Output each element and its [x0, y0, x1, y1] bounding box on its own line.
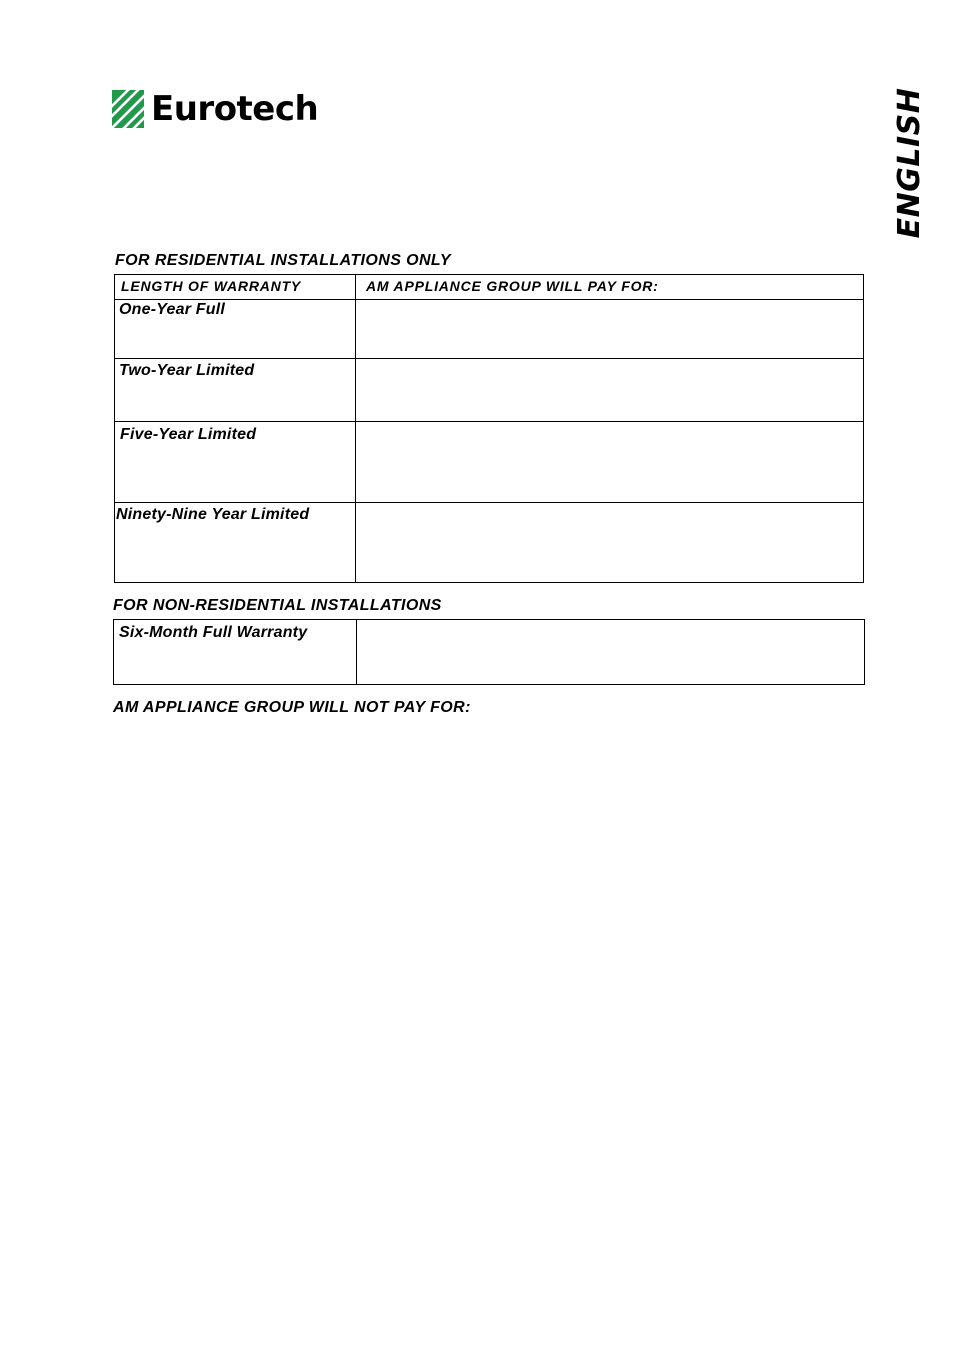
table-header-row	[115, 275, 864, 300]
residential-heading: FOR RESIDENTIAL INSTALLATIONS ONLY	[115, 252, 451, 269]
column-header-coverage: AM APPLIANCE GROUP WILL PAY FOR:	[356, 275, 864, 300]
warranty-term: Five-Year Limited	[115, 422, 356, 503]
warranty-coverage	[356, 422, 864, 503]
table-row	[115, 300, 864, 359]
table-row	[115, 503, 864, 583]
warranty-term: Ninety-Nine Year Limited	[115, 503, 356, 583]
non-residential-heading: FOR NON-RESIDENTIAL INSTALLATIONS	[113, 597, 442, 614]
non-residential-warranty-table	[113, 619, 865, 685]
eurotech-logo-icon	[112, 90, 144, 128]
warranty-term: Six-Month Full Warranty	[114, 620, 357, 685]
warranty-term: One-Year Full	[115, 300, 356, 359]
warranty-term: Two-Year Limited	[115, 359, 356, 422]
warranty-coverage	[356, 359, 864, 422]
warranty-coverage	[357, 620, 865, 685]
table-row	[115, 359, 864, 422]
brand-name: Eurotech	[151, 89, 319, 129]
table-row	[115, 422, 864, 503]
exclusions-heading: AM APPLIANCE GROUP WILL NOT PAY FOR:	[113, 699, 471, 716]
column-header-length: LENGTH OF WARRANTY	[115, 275, 356, 300]
warranty-coverage	[356, 300, 864, 359]
language-tab: ENGLISH	[892, 87, 927, 239]
residential-warranty-table	[114, 274, 864, 583]
brand-logo	[112, 89, 318, 129]
table-row	[114, 620, 865, 685]
warranty-coverage	[356, 503, 864, 583]
